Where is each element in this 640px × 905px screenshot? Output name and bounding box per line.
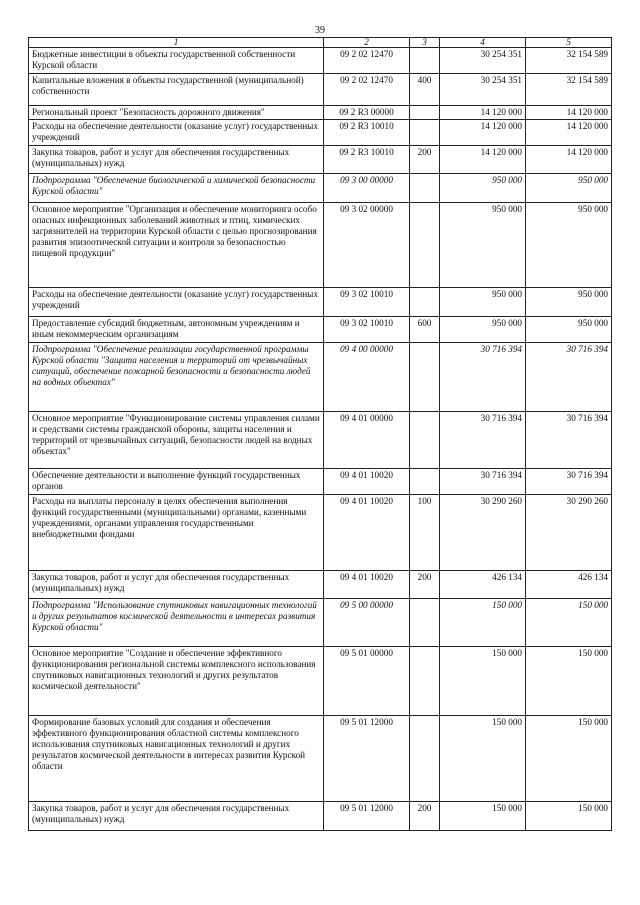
row-expense-type: [410, 599, 440, 647]
table-header-row: [29, 38, 612, 48]
row-name: Расходы на обеспечение деятельности (оказание услуг) государственных учреждений: [29, 288, 324, 317]
table-row: [29, 317, 612, 343]
row-amount-col4: 30 716 394: [440, 469, 526, 495]
row-amount-col5: 30 716 394: [526, 469, 612, 495]
table-row: [29, 571, 612, 599]
budget-table-body: [29, 48, 612, 831]
row-name: Региональный проект "Безопасность дорожного движения": [29, 106, 324, 120]
row-name: Подпрограмма "Обеспечение реализации государственной программы Курской области "Защита населения и территорий от чрезвычайных ситуаций, обеспечение пожарной безопасности и безопасности людей на водных объектах": [29, 343, 324, 412]
row-amount-col4: 426 134: [440, 571, 526, 599]
row-expense-type: 600: [410, 317, 440, 343]
row-name: Закупка товаров, работ и услуг для обеспечения государственных (муниципальных) нужд: [29, 571, 324, 599]
row-code: 09 3 02 10010: [324, 317, 410, 343]
row-amount-col5: 30 716 394: [526, 412, 612, 469]
table-row: [29, 288, 612, 317]
row-amount-col5: 950 000: [526, 288, 612, 317]
row-code: 09 4 01 10020: [324, 571, 410, 599]
row-code: 09 5 01 00000: [324, 647, 410, 716]
row-amount-col4: 30 254 351: [440, 48, 526, 74]
row-code: 09 2 R3 10010: [324, 120, 410, 146]
row-amount-col5: 950 000: [526, 203, 612, 288]
table-row: [29, 469, 612, 495]
row-amount-col5: 14 120 000: [526, 146, 612, 174]
row-amount-col4: 30 290 260: [440, 495, 526, 571]
row-amount-col5: 14 120 000: [526, 106, 612, 120]
table-row: [29, 174, 612, 203]
row-amount-col5: 950 000: [526, 174, 612, 203]
row-code: 09 3 00 00000: [324, 174, 410, 203]
row-code: 09 4 01 10020: [324, 495, 410, 571]
row-name: Расходы на выплаты персоналу в целях обеспечения выполнения функций государственными (муниципальными) органами, казенными учреждениями, органами управления государственными внебюджетными фондами: [29, 495, 324, 571]
table-row: [29, 647, 612, 716]
row-amount-col5: 30 290 260: [526, 495, 612, 571]
table-row: [29, 343, 612, 412]
row-expense-type: [410, 647, 440, 716]
row-amount-col5: 14 120 000: [526, 120, 612, 146]
row-name: Расходы на обеспечение деятельности (оказание услуг) государственных учреждений: [29, 120, 324, 146]
row-amount-col4: 150 000: [440, 802, 526, 831]
row-name: Бюджетные инвестиции в объекты государственной собственности Курской области: [29, 48, 324, 74]
table-row: [29, 146, 612, 174]
row-name: Подпрограмма "Использование спутниковых навигационных технологий и других результатов космической деятельности в интересах развития Курской области": [29, 599, 324, 647]
row-code: 09 2 02 12470: [324, 48, 410, 74]
row-name: Формирование базовых условий для создания и обеспечения эффективного функционирования областной системы комплексного использования спутниковых навигационных технологий и других результатов космической деятельности в интересах развития Курской области: [29, 716, 324, 802]
row-amount-col4: 150 000: [440, 599, 526, 647]
row-name: Основное мероприятие "Организация и обеспечение мониторинга особо опасных инфекционных заболеваний животных и птиц, химических загрязнителей на территории Курской области с целью прогнозирования развития эпизоотической ситуации и контроля за безопасностью пищевой продукции": [29, 203, 324, 288]
row-expense-type: [410, 120, 440, 146]
budget-table: [28, 37, 612, 831]
table-row: [29, 120, 612, 146]
row-code: 09 2 R3 10010: [324, 146, 410, 174]
table-row: [29, 106, 612, 120]
row-amount-col4: 950 000: [440, 203, 526, 288]
row-expense-type: [410, 412, 440, 469]
table-row: [29, 48, 612, 74]
row-name: Основное мероприятие "Создание и обеспечение эффективного функционирования региональной системы комплексного использования спутниковых навигационных технологий и других результатов космической деятельности": [29, 647, 324, 716]
row-name: Подпрограмма "Обеспечение биологической и химической безопасности Курской области": [29, 174, 324, 203]
row-amount-col5: 32 154 589: [526, 74, 612, 106]
row-code: 09 4 01 10020: [324, 469, 410, 495]
column-header: 2: [324, 38, 410, 48]
row-amount-col4: 150 000: [440, 647, 526, 716]
row-expense-type: [410, 106, 440, 120]
column-header: 4: [440, 38, 526, 48]
row-name: Основное мероприятие "Функционирование системы управления силами и средствами системы гражданской обороны, защиты населения и территорий от чрезвычайных ситуаций, безопасности людей на водных объектах": [29, 412, 324, 469]
row-amount-col5: 150 000: [526, 647, 612, 716]
row-amount-col4: 30 716 394: [440, 412, 526, 469]
row-code: 09 5 01 12000: [324, 716, 410, 802]
row-amount-col5: 950 000: [526, 317, 612, 343]
row-name: Закупка товаров, работ и услуг для обеспечения государственных (муниципальных) нужд: [29, 802, 324, 831]
row-code: 09 4 01 00000: [324, 412, 410, 469]
table-row: [29, 716, 612, 802]
row-code: 09 3 02 00000: [324, 203, 410, 288]
row-amount-col4: 30 254 351: [440, 74, 526, 106]
row-amount-col5: 150 000: [526, 599, 612, 647]
row-code: 09 3 02 10010: [324, 288, 410, 317]
row-amount-col5: 32 154 589: [526, 48, 612, 74]
column-header: 5: [526, 38, 612, 48]
row-expense-type: 100: [410, 495, 440, 571]
row-amount-col5: 30 716 394: [526, 343, 612, 412]
row-amount-col5: 426 134: [526, 571, 612, 599]
row-name: Капитальные вложения в объекты государственной (муниципальной) собственности: [29, 74, 324, 106]
row-expense-type: [410, 716, 440, 802]
row-amount-col5: 150 000: [526, 716, 612, 802]
row-name: Закупка товаров, работ и услуг для обеспечения государственных (муниципальных) нужд: [29, 146, 324, 174]
table-row: [29, 802, 612, 831]
row-expense-type: [410, 469, 440, 495]
row-amount-col4: 950 000: [440, 317, 526, 343]
row-code: 09 4 00 00000: [324, 343, 410, 412]
row-amount-col4: 14 120 000: [440, 120, 526, 146]
row-code: 09 5 01 12000: [324, 802, 410, 831]
table-row: [29, 412, 612, 469]
column-header: 3: [410, 38, 440, 48]
row-expense-type: 200: [410, 146, 440, 174]
row-expense-type: 200: [410, 571, 440, 599]
page-number: 39: [315, 25, 325, 36]
row-amount-col4: 14 120 000: [440, 106, 526, 120]
row-amount-col4: 30 716 394: [440, 343, 526, 412]
row-expense-type: [410, 48, 440, 74]
row-expense-type: 400: [410, 74, 440, 106]
row-amount-col4: 950 000: [440, 288, 526, 317]
row-name: Предоставление субсидий бюджетным, автономным учреждениям и иным некоммерческим организациям: [29, 317, 324, 343]
row-code: 09 5 00 00000: [324, 599, 410, 647]
row-expense-type: [410, 203, 440, 288]
row-expense-type: [410, 174, 440, 203]
row-code: 09 2 02 12470: [324, 74, 410, 106]
table-row: [29, 74, 612, 106]
table-row: [29, 203, 612, 288]
table-row: [29, 495, 612, 571]
row-amount-col4: 150 000: [440, 716, 526, 802]
row-expense-type: [410, 288, 440, 317]
row-amount-col5: 150 000: [526, 802, 612, 831]
row-expense-type: [410, 343, 440, 412]
table-row: [29, 599, 612, 647]
row-amount-col4: 14 120 000: [440, 146, 526, 174]
row-expense-type: 200: [410, 802, 440, 831]
column-header: 1: [29, 38, 324, 48]
row-code: 09 2 R3 00000: [324, 106, 410, 120]
row-amount-col4: 950 000: [440, 174, 526, 203]
row-name: Обеспечение деятельности и выполнение функций государственных органов: [29, 469, 324, 495]
